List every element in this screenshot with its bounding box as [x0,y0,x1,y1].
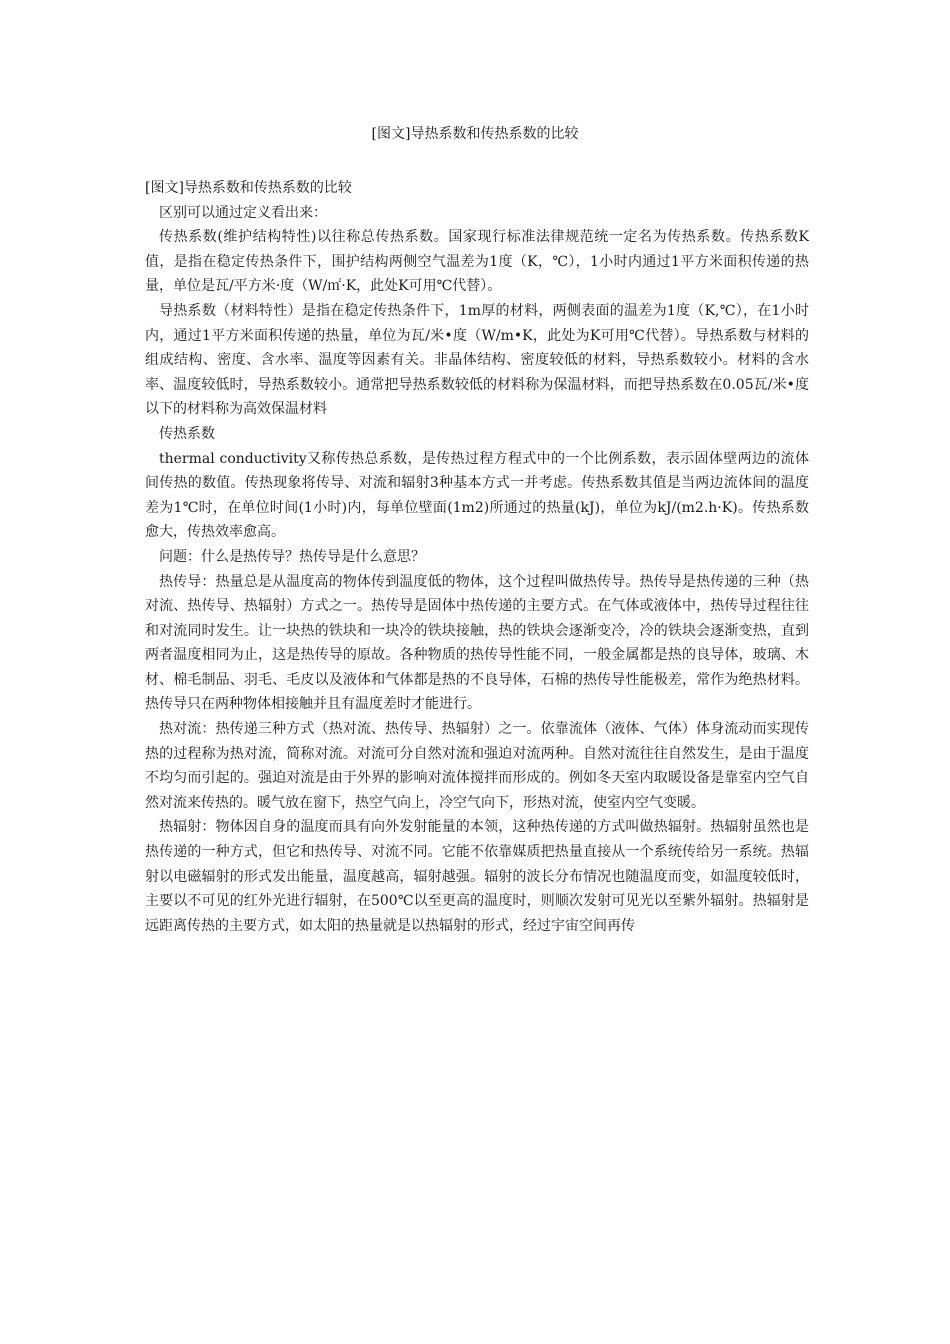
paragraph-thermal-conductivity: 导热系数（材料特性）是指在稳定传热条件下，1m厚的材料，两侧表面的温差为1度（K,℃），在1小时内，通过1平方米面积传递的热量，单位为瓦/米•度（W/m•K，此处为K可用℃代替）。导热系数与材料的组成结构、密度、含水率、温度等因素有关。非晶体结构、密度较低的材料，导热系数较小。材料的含水率、温度较低时，导热系数较小。通常把导热系数较低的材料称为保温材料，而把导热系数在0.05瓦/米•度以下的材料称为高效保温材料 [145,302,809,418]
paragraph-heat-radiation: 热辐射：物体因自身的温度而具有向外发射能量的本领，这种热传递的方式叫做热辐射。热辐射虽然也是热传递的一种方式，但它和热传导、对流不同。它能不依靠媒质把热量直接从一个系统传给另一系统。热辐射以电磁辐射的形式发出能量，温度越高，辐射越强。辐射的波长分布情况也随温度而变，如温度较低时，主要以不可见的红外光进行辐射，在500℃以至更高的温度时，则顺次发射可见光以至紫外辐射。热辐射是远距离传热的主要方式，如太阳的热量就是以热辐射的形式，经过宇宙空间再传 [145,819,809,934]
paragraph-thermal-conductivity-en: thermal conductivity又称传热总系数，是传热过程方程式中的一个比例系数，表示固体壁两边的流体间传热的数值。传热现象将传导、对流和辐射3种基本方式一并考虑。传热系数其值是当两边流体间的温度差为1℃时，在单位时间(1小时)内，每单位壁面(1m2)所通过的热量(kJ)，单位为kJ/(m2.h·K)。传热系数愈大，传热效率愈高。 [145,450,809,541]
paragraph-question: 问题：什么是热传导？热传导是什么意思？ [159,548,425,565]
document-body [145,176,809,938]
paragraph-subheading: 传热系数 [159,425,215,442]
document-title: [图文]导热系数和传热系数的比较 [371,126,579,142]
paragraph-heat-transfer-coefficient: 传热系数(维护结构特性)以往称总传热系数。国家现行标准法律规范统一定名为传热系数。传热系数K值，是指在稳定传热条件下，围护结构两侧空气温差为1度（K，℃），1小时内通过1平方米面积传递的热量，单位是瓦/平方米·度（W/㎡·K，此处K可用℃代替）。 [145,229,809,295]
paragraph-heat-convection: 热对流：热传递三种方式（热对流、热传导、热辐射）之一。依靠流体（液体、气体）体身流动而实现传热的过程称为热对流，简称对流。对流可分自然对流和强迫对流两种。自然对流往往自然发生，是由于温度不均匀而引起的。强迫对流是由于外界的影响对流体搅拌而形成的。例如冬天室内取暖设备是靠室内空气自然对流来传热的。暖气放在窗下，热空气向上，冷空气向下，形热对流，使室内空气变暖。 [145,721,809,811]
paragraph-heat-conduction: 热传导：热量总是从温度高的物体传到温度低的物体，这个过程叫做热传导。热传导是热传递的三种（热对流、热传导、热辐射）方式之一。热传导是固体中热传递的主要方式。在气体或液体中，热传导过程往往和对流同时发生。让一块热的铁块和一块冷的铁块接触，热的铁块会逐渐变冷，冷的铁块会逐渐变热，直到两者温度相同为止，这是热传导的原故。各种物质的热传导性能不同，一般金属都是热的良导体，玻璃、木材、棉毛制品、羽毛、毛皮以及液体和气体都是热的不良导体，石棉的热传导性能极差，常作为绝热材料。 热传导只在两种物体相接触并且有温度差时才能进行。 [145,573,809,713]
paragraph-heading: [图文]导热系数和传热系数的比较 [145,180,352,196]
paragraph-intro: 区别可以通过定义看出来： [159,204,327,221]
